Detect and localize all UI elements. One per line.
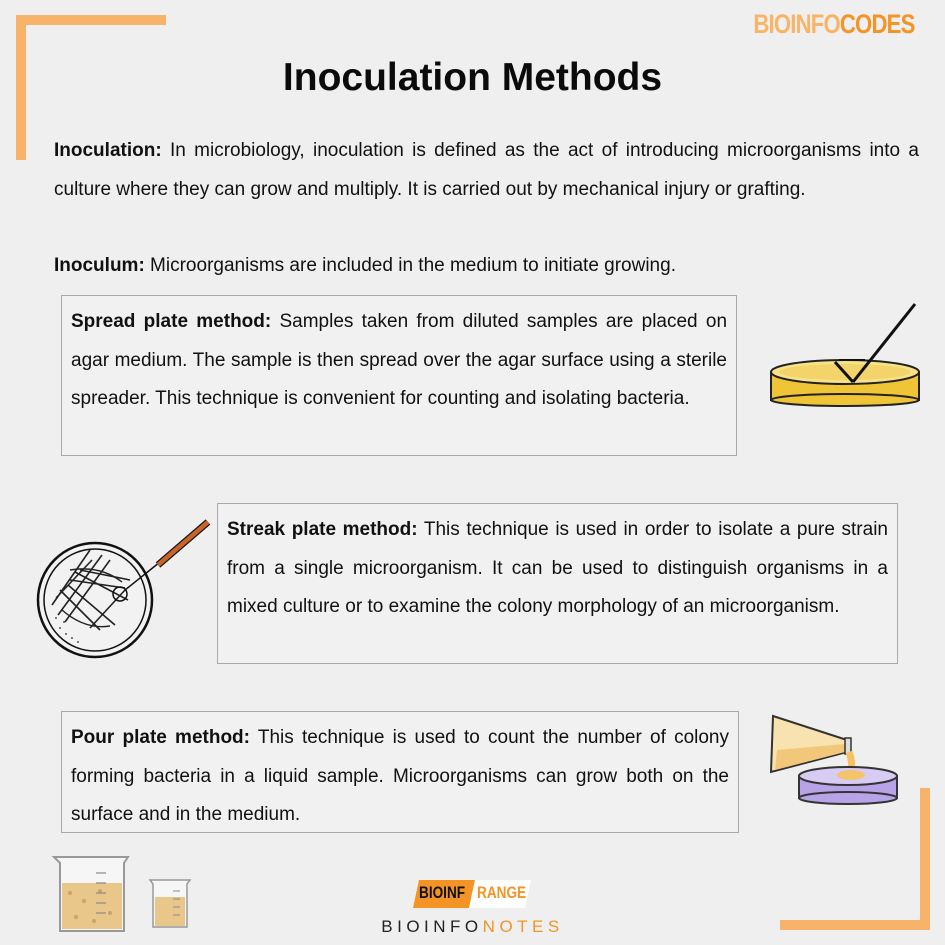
badge-right-text: RANGE [476, 883, 526, 902]
pour-plate-flask-icon [765, 710, 905, 810]
pour-plate-text: This technique is used to count the number of colony forming bacteria in a liquid sample. Microorganisms can grow both on the surface and in the medium. [71, 727, 729, 825]
streak-plate-dish-icon [30, 510, 215, 670]
bioinfonotes-wordmark [0, 917, 945, 937]
streak-plate-text: This technique is used in order to isolate a pure strain from a single microorganism. It can be used to distinguish organisms in a mixed culture or to examine the colony morphology of an microorganism. [227, 519, 888, 617]
bioinforange-logo [0, 876, 945, 917]
spread-plate-term: Spread plate method: [71, 311, 272, 332]
inoculum-term: Inoculum: [54, 255, 145, 276]
spread-plate-dish-icon [765, 300, 930, 415]
bioinfocodes-logo: BIOINFOCODES [753, 9, 915, 39]
page-title: Inoculation Methods [282, 56, 663, 99]
notes-text-a: BIOINFO [381, 917, 483, 936]
streak-plate-box [217, 503, 898, 664]
inoculum-definition [54, 247, 919, 286]
inoculation-term: Inoculation: [54, 140, 162, 161]
inoculation-definition [54, 132, 919, 209]
corner-top-left-horizontal [16, 15, 166, 25]
badge-left-text: BIOINF [418, 883, 465, 902]
pour-plate-term: Pour plate method: [71, 727, 250, 748]
streak-plate-term: Streak plate method: [227, 519, 418, 540]
inoculum-text: Microorganisms are included in the medium to initiate growing. [144, 255, 676, 276]
pour-plate-box [61, 711, 739, 833]
inoculation-text: In microbiology, inoculation is defined as the act of introducing microorganisms into a culture where they can grow and multiply. It is carried out by mechanical injury or grafting. [54, 140, 919, 200]
spread-plate-box [61, 295, 737, 456]
spread-plate-text: Samples taken from diluted samples are placed on agar medium. The sample is then spread over the agar surface using a sterile spreader. This technique is convenient for counting and isolating bacteria. [71, 311, 728, 409]
notes-text-b: NOTES [482, 917, 564, 936]
